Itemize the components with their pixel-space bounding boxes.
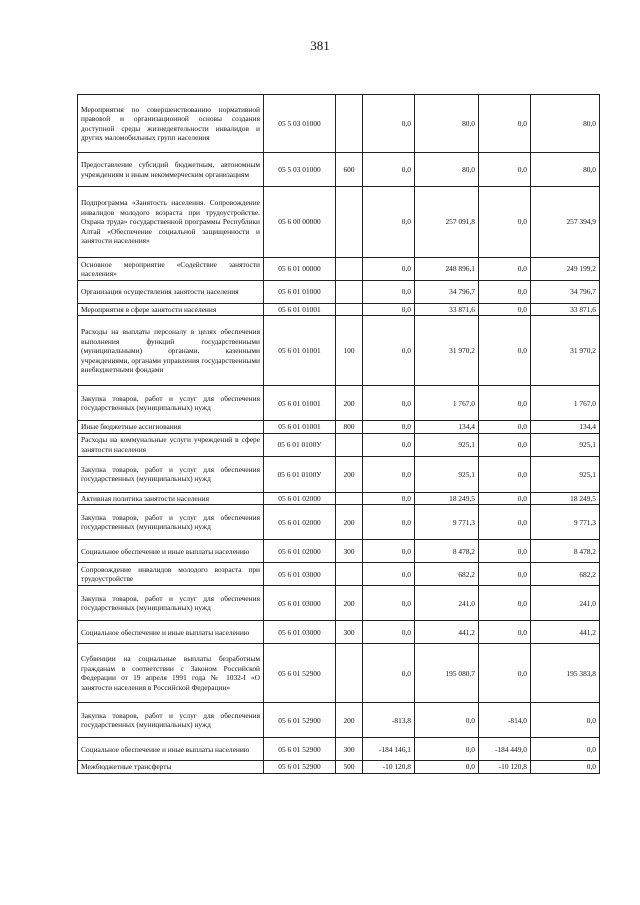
row-value-1: 0,0 [363,492,415,504]
row-value-4: 925,1 [531,456,600,492]
row-expense-type [336,492,363,504]
row-code: 05 6 01 01001 [264,304,336,316]
table-row [78,153,600,187]
row-value-2: 241,0 [415,586,479,621]
row-value-1: 0,0 [363,621,415,644]
row-code: 05 6 01 00000 [264,258,336,281]
row-value-1: -813,8 [363,703,415,738]
row-name: Социальное обеспечение и иные выплаты населению [78,621,264,644]
row-value-3: 0,0 [479,386,531,421]
row-expense-type: 800 [336,421,363,433]
row-value-1: 0,0 [363,433,415,456]
row-expense-type [336,433,363,456]
table-row [78,644,600,703]
table-row [78,505,600,540]
row-expense-type: 500 [336,761,363,773]
row-code: 05 6 01 52900 [264,761,336,773]
row-value-3: 0,0 [479,421,531,433]
row-name: Расходы на выплаты персоналу в целях обеспечения выполнения функций государственными (муниципальными) органами, казенными учреждениями, органами управления государственными внебюджетными фондами [78,316,264,386]
budget-table-body [78,95,600,774]
row-value-3: 0,0 [479,153,531,187]
row-value-1: 0,0 [363,386,415,421]
row-value-3: 0,0 [479,187,531,258]
row-name: Расходы на коммунальные услуги учреждений в сфере занятости населения [78,433,264,456]
row-value-4: 1 767,0 [531,386,600,421]
row-value-4: 134,4 [531,421,600,433]
row-value-4: 257 394,9 [531,187,600,258]
row-value-3: 0,0 [479,433,531,456]
row-value-2: 682,2 [415,563,479,586]
row-value-1: 0,0 [363,644,415,703]
table-row [78,433,600,456]
row-code: 05 6 01 01000 [264,281,336,304]
row-value-3: -184 449,0 [479,738,531,761]
row-value-4: 0,0 [531,761,600,773]
row-code: 05 6 01 01001 [264,386,336,421]
row-value-2: 9 771,3 [415,505,479,540]
row-value-4: 241,0 [531,586,600,621]
row-value-2: 925,1 [415,456,479,492]
row-value-2: 80,0 [415,153,479,187]
row-expense-type: 300 [336,738,363,761]
row-name: Социальное обеспечение и иные выплаты населению [78,540,264,563]
table-row [78,316,600,386]
row-code: 05 6 01 02000 [264,492,336,504]
row-value-4: 34 796,7 [531,281,600,304]
row-value-1: 0,0 [363,563,415,586]
row-value-2: 195 080,7 [415,644,479,703]
row-name: Социальное обеспечение и иные выплаты населению [78,738,264,761]
row-value-4: 249 199,2 [531,258,600,281]
table-row [78,621,600,644]
row-expense-type: 300 [336,621,363,644]
row-code: 05 6 01 02000 [264,505,336,540]
row-value-1: 0,0 [363,153,415,187]
row-value-1: 0,0 [363,258,415,281]
row-name: Закупка товаров, работ и услуг для обеспечения государственных (муниципальных) нужд [78,703,264,738]
table-row [78,492,600,504]
row-value-3: 0,0 [479,540,531,563]
row-name: Субвенции на социальные выплаты безработным гражданам в соответствии с Законом Российской Федерации от 19 апреля 1991 года № 1032-I «О занятости населения в Российской Федерации» [78,644,264,703]
row-code: 05 6 01 02000 [264,540,336,563]
table-row [78,187,600,258]
page-number: 381 [310,38,330,53]
row-value-4: 9 771,3 [531,505,600,540]
budget-table [77,94,600,774]
row-value-1: 0,0 [363,421,415,433]
table-row [78,563,600,586]
row-value-3: 0,0 [479,316,531,386]
row-value-1: 0,0 [363,187,415,258]
row-value-1: 0,0 [363,456,415,492]
row-name: Межбюджетные трансферты [78,761,264,773]
row-name: Мероприятия в сфере занятости населения [78,304,264,316]
row-value-2: 134,4 [415,421,479,433]
row-value-1: 0,0 [363,586,415,621]
row-expense-type: 200 [336,586,363,621]
row-code: 05 6 01 0100У [264,433,336,456]
row-name: Активная политика занятости населения [78,492,264,504]
row-name: Закупка товаров, работ и услуг для обеспечения государственных (муниципальных) нужд [78,586,264,621]
row-expense-type [336,563,363,586]
row-value-1: -184 146,1 [363,738,415,761]
row-name: Сопровождение инвалидов молодого возраста при трудоустройстве [78,563,264,586]
row-name: Иные бюджетные ассигнования [78,421,264,433]
row-code: 05 6 01 01001 [264,421,336,433]
row-expense-type: 100 [336,316,363,386]
row-value-4: 80,0 [531,153,600,187]
row-value-2: 18 249,5 [415,492,479,504]
row-code: 05 6 00 00000 [264,187,336,258]
row-code: 05 6 01 03000 [264,563,336,586]
row-name: Подпрограмма «Занятость населения. Сопровождение инвалидов молодого возраста при трудоустройстве. Охрана труда» государственной программы Республики Алтай «Обеспечение социальной защищенности и занятости населения» [78,187,264,258]
row-name: Организация осуществления занятости населения [78,281,264,304]
row-value-4: 80,0 [531,95,600,153]
row-value-4: 31 970,2 [531,316,600,386]
table-row [78,540,600,563]
row-name: Закупка товаров, работ и услуг для обеспечения государственных (муниципальных) нужд [78,386,264,421]
row-value-2: 925,1 [415,433,479,456]
row-expense-type [336,304,363,316]
row-value-2: 33 871,6 [415,304,479,316]
row-value-3: 0,0 [479,563,531,586]
row-value-4: 0,0 [531,738,600,761]
row-value-3: 0,0 [479,621,531,644]
row-value-1: 0,0 [363,540,415,563]
row-value-3: 0,0 [479,492,531,504]
row-value-2: 441,2 [415,621,479,644]
row-value-2: 1 767,0 [415,386,479,421]
row-value-4: 925,1 [531,433,600,456]
row-value-1: 0,0 [363,281,415,304]
table-row [78,421,600,433]
row-value-2: 248 896,1 [415,258,479,281]
row-name: Закупка товаров, работ и услуг для обеспечения государственных (муниципальных) нужд [78,456,264,492]
row-code: 05 6 01 52900 [264,738,336,761]
row-expense-type [336,644,363,703]
row-value-3: 0,0 [479,644,531,703]
row-value-2: 8 478,2 [415,540,479,563]
row-value-4: 682,2 [531,563,600,586]
row-value-4: 0,0 [531,703,600,738]
row-code: 05 6 01 0100У [264,456,336,492]
row-code: 05 6 01 52900 [264,703,336,738]
row-name: Основное мероприятие «Содействие занятости населения» [78,258,264,281]
row-value-1: 0,0 [363,95,415,153]
row-expense-type: 600 [336,153,363,187]
row-code: 05 6 01 01001 [264,316,336,386]
table-row [78,281,600,304]
row-code: 05 6 01 03000 [264,621,336,644]
row-value-3: -10 120,8 [479,761,531,773]
table-row [78,761,600,773]
row-name: Предоставление субсидий бюджетным, автономным учреждениям и иным некоммерческим организациям [78,153,264,187]
row-value-1: 0,0 [363,505,415,540]
row-value-1: 0,0 [363,316,415,386]
row-expense-type: 200 [336,456,363,492]
row-value-2: 0,0 [415,703,479,738]
table-row [78,95,600,153]
row-expense-type: 200 [336,703,363,738]
row-value-3: 0,0 [479,95,531,153]
table-row [78,304,600,316]
row-expense-type: 300 [336,540,363,563]
row-code: 05 6 01 52900 [264,644,336,703]
table-row [78,386,600,421]
row-code: 05 5 03 01000 [264,153,336,187]
table-row [78,456,600,492]
row-value-4: 441,2 [531,621,600,644]
row-expense-type [336,187,363,258]
row-value-3: 0,0 [479,258,531,281]
row-value-1: 0,0 [363,304,415,316]
row-value-3: 0,0 [479,505,531,540]
row-value-2: 31 970,2 [415,316,479,386]
row-value-2: 0,0 [415,761,479,773]
row-value-3: -814,0 [479,703,531,738]
row-expense-type [336,258,363,281]
row-value-3: 0,0 [479,456,531,492]
table-row [78,586,600,621]
row-value-2: 0,0 [415,738,479,761]
row-value-2: 257 091,8 [415,187,479,258]
row-value-3: 0,0 [479,586,531,621]
row-expense-type: 200 [336,386,363,421]
row-value-2: 34 796,7 [415,281,479,304]
row-value-4: 18 249,5 [531,492,600,504]
row-code: 05 5 03 01000 [264,95,336,153]
row-expense-type: 200 [336,505,363,540]
row-value-4: 195 383,8 [531,644,600,703]
row-value-4: 33 871,6 [531,304,600,316]
row-value-2: 80,0 [415,95,479,153]
table-row [78,258,600,281]
row-code: 05 6 01 03000 [264,586,336,621]
row-name: Мероприятия по совершенствованию нормативной правовой и организационной основы создания доступной среды жизнедеятельности инвалидов и других маломобильных групп населения [78,95,264,153]
row-value-1: -10 120,8 [363,761,415,773]
table-row [78,703,600,738]
row-expense-type [336,281,363,304]
row-value-3: 0,0 [479,281,531,304]
row-value-4: 8 478,2 [531,540,600,563]
table-row [78,738,600,761]
row-value-3: 0,0 [479,304,531,316]
row-name: Закупка товаров, работ и услуг для обеспечения государственных (муниципальных) нужд [78,505,264,540]
row-expense-type [336,95,363,153]
